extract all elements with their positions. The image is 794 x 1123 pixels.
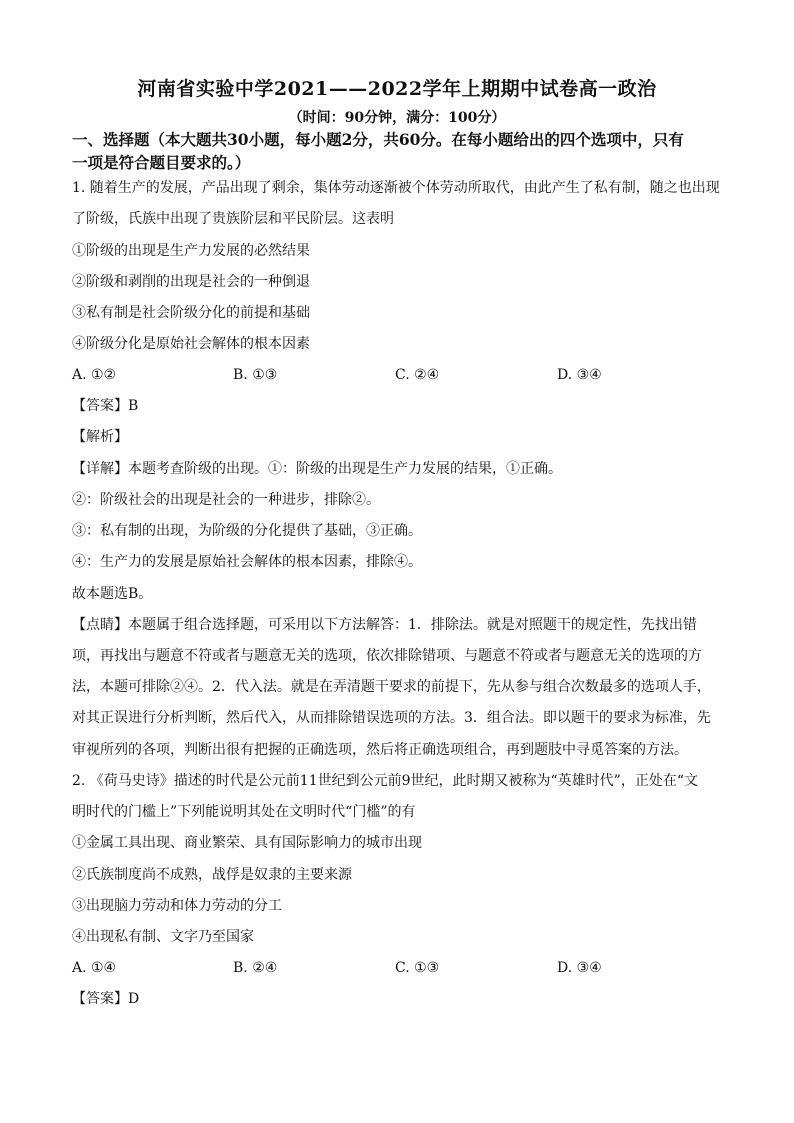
q1-detail-line: ④：生产力的发展是原始社会解体的根本因素，排除④。 (72, 554, 422, 570)
q1-detail-line: 【详解】本题考查阶级的出现。①：阶级的出现是生产力发展的结果，①正确。 (72, 461, 562, 477)
q2-option-a: A. ①④ (72, 960, 117, 976)
section-heading (72, 128, 732, 174)
q1-item: ④阶级分化是原始社会解体的根本因素 (72, 336, 310, 352)
q1-item: ③私有制是社会阶级分化的前提和基础 (72, 305, 310, 321)
q1-detail-line: 故本题选B。 (72, 586, 153, 602)
q1-option-d: D. ③④ (557, 367, 602, 383)
q1-tip-line: 【点睛】本题属于组合选择题，可采用以下方法解答：1．排除法。就是对照题干的规定性，先找出错 (72, 617, 697, 633)
q2-stem: 明时代的门槛上”下列能说明其处在文明时代“门槛”的有 (72, 804, 416, 820)
q1-tip-line: 项，再找出与题意不符或者与题意无关的选项，依次排除错项、与题意不符或者与题意无关的选项的方 (72, 648, 702, 664)
q1-tip-line: 法，本题可排除②④。2．代入法。就是在弄清题干要求的前提下，先从参与组合次数最多的选项人手， (72, 679, 711, 695)
q1-stem: 了阶级，氏族中出现了贵族阶层和平民阶层。这表明 (72, 211, 394, 227)
q2-option-d: D. ③④ (557, 960, 602, 976)
q1-analysis-label: 【解析】 (72, 429, 128, 445)
section-heading-line: 一项是符合题目要求的。） (72, 153, 251, 172)
q2-answer: 【答案】D (72, 991, 140, 1007)
q2-item: ①金属工具出现、商业繁荣、具有国际影响力的城市出现 (72, 835, 422, 851)
q1-answer: 【答案】B (72, 398, 139, 414)
q1-tip-line: 审视所列的各项，判断出很有把握的正确选项，然后将正确选项组合，再到题肢中寻觅答案的方法。 (72, 742, 688, 758)
exam-info: （时间：90分钟，满分：100分） (288, 110, 506, 126)
q1-detail-line: ②：阶级社会的出现是社会的一种进步，排除②。 (72, 492, 380, 508)
q2-option-c: C. ①③ (395, 960, 440, 976)
q2-stem: 2. 《荷马史诗》描述的时代是公元前11世纪到公元前9世纪，此时期又被称为“英雄时代”，正处在“文 (72, 773, 698, 789)
q1-option-c: C. ②④ (395, 367, 440, 383)
q1-tip-line: 对其正误进行分析判断，然后代入，从而排除错误选项的方法。3．组合法。即以题干的要求为标准，先 (72, 710, 711, 726)
section-heading-line: 一、选择题（本大题共30小题，每小题2分，共60分。在每小题给出的四个选项中，只有 (72, 130, 684, 149)
q2-item: ④出现私有制、文字乃至国家 (72, 929, 254, 945)
q2-option-b: B. ②④ (233, 960, 278, 976)
q1-stem: 1. 随着生产的发展，产品出现了剩余，集体劳动逐渐被个体劳动所取代，由此产生了私有制，随之也出现 (72, 180, 720, 196)
q1-item: ①阶级的出现是生产力发展的必然结果 (72, 243, 310, 259)
q1-detail-line: ③：私有制的出现，为阶级的分化提供了基础，③正确。 (72, 523, 422, 539)
q2-item: ②氏族制度尚不成熟，战俘是奴隶的主要来源 (72, 867, 352, 883)
q1-item: ②阶级和剥削的出现是社会的一种倒退 (72, 274, 310, 290)
q1-option-a: A. ①② (72, 367, 117, 383)
q2-item: ③出现脑力劳动和体力劳动的分工 (72, 898, 282, 914)
q1-option-b: B. ①③ (233, 367, 278, 383)
page-title: 河南省实验中学2021——2022学年上期期中试卷高一政治 (137, 78, 657, 100)
